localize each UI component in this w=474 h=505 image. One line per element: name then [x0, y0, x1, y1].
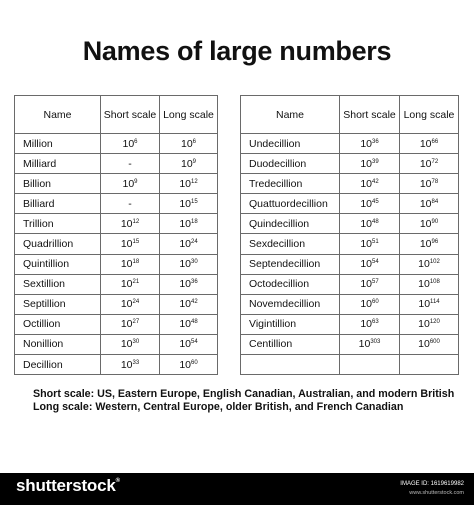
number-name-cell: Tredecillion: [241, 174, 340, 194]
long-scale-base: 10: [419, 197, 432, 210]
table-row: [15, 174, 218, 194]
table-body-left: [15, 96, 218, 375]
short-scale-legend: Short scale: US, Eastern Europe, English Canadian, Australian, and modern British: [33, 388, 455, 400]
long-scale-base: 10: [419, 177, 432, 190]
short-scale-exponent: 6: [134, 138, 138, 145]
number-name-cell: Trillion: [15, 214, 101, 234]
short-scale-base: -: [128, 157, 132, 170]
table-row: [241, 194, 459, 214]
short-scale-base: 10: [360, 318, 372, 331]
short-scale-cell: [101, 234, 160, 254]
short-scale-cell: [101, 334, 160, 354]
number-name-cell: Novemdecillion: [241, 294, 340, 314]
brand-logo: [16, 476, 120, 496]
short-scale-exponent: 9: [134, 178, 138, 185]
short-scale-cell: [340, 154, 400, 174]
long-scale-cell: [160, 274, 218, 294]
short-scale-exponent: 57: [372, 279, 379, 286]
site-url-text: www.shutterstock.com: [409, 490, 464, 496]
short-scale-exponent: 33: [132, 359, 140, 366]
long-scale-base: 10: [418, 278, 430, 291]
number-name-cell: Milliard: [15, 154, 101, 174]
long-scale-exponent: 108: [429, 279, 440, 286]
long-scale-exponent: 42: [191, 299, 198, 306]
short-scale-cell: [101, 274, 160, 294]
table-header-row: [241, 96, 459, 134]
column-header-short-scale: Short scale: [101, 96, 160, 134]
number-name-cell: Centillion: [241, 334, 340, 354]
long-scale-cell: [160, 314, 218, 334]
short-scale-cell: [340, 274, 400, 294]
short-scale-exponent: 27: [132, 319, 140, 326]
number-name-cell: Octillion: [15, 314, 101, 334]
number-name-cell: Septendecillion: [241, 254, 340, 274]
short-scale-base: 10: [360, 157, 372, 170]
long-scale-base: 10: [179, 177, 191, 190]
short-scale-exponent: 21: [132, 279, 140, 286]
short-scale-cell: [340, 134, 400, 154]
short-scale-exponent: 60: [372, 299, 379, 306]
column-header-name: Name: [241, 96, 340, 134]
long-scale-exponent: 60: [191, 359, 198, 366]
long-scale-cell: [160, 194, 218, 214]
long-scale-base: 10: [419, 137, 432, 150]
long-scale-cell: [400, 214, 459, 234]
short-scale-exponent: 51: [372, 239, 379, 246]
table-row: [241, 174, 459, 194]
long-scale-exponent: 66: [431, 138, 439, 145]
short-scale-exponent: 303: [370, 339, 381, 346]
long-scale-exponent: 54: [191, 339, 198, 346]
short-scale-base: 10: [120, 238, 133, 251]
short-scale-cell: [340, 194, 400, 214]
number-name-cell: Quintillion: [15, 254, 101, 274]
brand-trademark: ®: [115, 478, 120, 484]
short-scale-cell: [340, 294, 400, 314]
long-scale-cell: [400, 314, 459, 334]
column-header-long-scale: Long scale: [400, 96, 459, 134]
short-scale-cell: [340, 334, 400, 354]
short-scale-base: 10: [360, 197, 372, 210]
page-title: Names of large numbers: [82, 36, 392, 66]
long-scale-cell: [160, 214, 218, 234]
table-row: [241, 134, 459, 154]
short-scale-exponent: 12: [132, 218, 140, 225]
number-name-cell: Undecillion: [241, 134, 340, 154]
number-name-cell: Billiard: [15, 194, 101, 214]
long-scale-exponent: 24: [191, 239, 198, 246]
table-row: [15, 274, 218, 294]
long-scale-exponent: 102: [429, 259, 440, 266]
short-scale-exponent: 63: [372, 319, 379, 326]
table-body-right: [241, 96, 459, 375]
footer-bar: [0, 473, 474, 505]
table-row: [15, 355, 218, 375]
long-scale-base: 10: [179, 217, 191, 230]
short-scale-base: 10: [360, 278, 372, 291]
number-name-cell: Vigintillion: [241, 314, 340, 334]
long-scale-base: 10: [180, 137, 193, 150]
long-scale-exponent: 18: [191, 218, 198, 225]
table-row: [15, 234, 218, 254]
table-header-row: [15, 96, 218, 134]
short-scale-base: 10: [120, 358, 133, 371]
short-scale-exponent: 39: [372, 158, 379, 165]
short-scale-base: 10: [360, 298, 372, 311]
short-scale-base: 10: [120, 217, 133, 230]
long-scale-exponent: 120: [429, 319, 440, 326]
table-row: [15, 314, 218, 334]
short-scale-exponent: 42: [372, 178, 379, 185]
long-scale-exponent: 15: [191, 198, 198, 205]
short-scale-base: 10: [360, 217, 372, 230]
long-scale-cell: [400, 294, 459, 314]
table-row: [15, 194, 218, 214]
short-scale-base: 10: [360, 238, 372, 251]
number-name-cell: Nonillion: [15, 334, 101, 354]
long-scale-cell: [160, 134, 218, 154]
short-scale-base: 10: [360, 177, 372, 190]
long-scale-cell: [400, 174, 459, 194]
short-scale-cell: [101, 154, 160, 174]
long-scale-base: 10: [418, 298, 431, 311]
long-scale-cell: [160, 334, 218, 354]
table-row: [241, 355, 459, 375]
table-row: [241, 234, 459, 254]
short-scale-exponent: 45: [372, 198, 379, 205]
short-scale-cell: [101, 134, 160, 154]
number-name-cell: Octodecillion: [241, 274, 340, 294]
short-scale-base: 10: [122, 137, 135, 150]
long-scale-cell: [400, 134, 459, 154]
number-name-cell: Decillion: [15, 355, 101, 375]
table-row: [15, 254, 218, 274]
large-numbers-table-right: [240, 95, 459, 375]
brand-name: shutterstock: [16, 476, 116, 495]
short-scale-base: -: [128, 197, 132, 210]
image-id-text: IMAGE ID: 1619619982: [400, 481, 464, 487]
short-scale-cell: [101, 194, 160, 214]
long-scale-base: 10: [179, 238, 191, 251]
long-scale-exponent: 30: [191, 259, 198, 266]
long-scale-base: 10: [179, 358, 191, 371]
long-scale-base: 10: [180, 157, 193, 170]
long-scale-exponent: 72: [431, 158, 439, 165]
short-scale-cell: [340, 214, 400, 234]
long-scale-base: 10: [418, 338, 430, 351]
long-scale-cell: [160, 355, 218, 375]
long-scale-exponent: 6: [192, 138, 197, 145]
table-row: [15, 154, 218, 174]
table-row: [15, 334, 218, 354]
short-scale-base: 10: [120, 298, 133, 311]
number-name-cell: Million: [15, 134, 101, 154]
short-scale-cell: [101, 254, 160, 274]
short-scale-exponent: 36: [372, 138, 379, 145]
long-scale-base: 10: [419, 157, 432, 170]
long-scale-cell: [400, 254, 459, 274]
number-name-cell: Billion: [15, 174, 101, 194]
short-scale-cell: [101, 174, 160, 194]
long-scale-exponent: 12: [191, 178, 198, 185]
table-row: [241, 254, 459, 274]
column-header-long-scale: Long scale: [160, 96, 218, 134]
long-scale-base: 10: [179, 278, 191, 291]
short-scale-base: 10: [360, 137, 372, 150]
long-scale-base: 10: [179, 318, 191, 331]
short-scale-base: 10: [360, 258, 372, 271]
long-scale-base: 10: [418, 258, 430, 271]
long-scale-exponent: 114: [430, 299, 440, 306]
short-scale-exponent: 15: [132, 239, 140, 246]
short-scale-exponent: 48: [372, 218, 379, 225]
long-scale-cell: [160, 234, 218, 254]
long-scale-cell: [400, 234, 459, 254]
long-scale-exponent: 96: [431, 239, 439, 246]
short-scale-cell: [101, 214, 160, 234]
short-scale-base: 10: [120, 278, 133, 291]
table-row: [241, 214, 459, 234]
long-scale-cell: [160, 254, 218, 274]
long-scale-cell: [400, 334, 459, 354]
short-scale-base: 10: [358, 338, 371, 351]
long-scale-cell: [160, 174, 218, 194]
number-name-cell: Sextillion: [15, 274, 101, 294]
long-scale-cell: [400, 355, 459, 375]
number-name-cell: Quindecillion: [241, 214, 340, 234]
short-scale-exponent: 24: [132, 299, 140, 306]
short-scale-cell: [340, 355, 400, 375]
short-scale-base: 10: [120, 258, 133, 271]
long-scale-base: 10: [179, 258, 191, 271]
long-scale-cell: [160, 154, 218, 174]
long-scale-cell: [400, 154, 459, 174]
table-row: [241, 314, 459, 334]
long-scale-exponent: 84: [431, 198, 439, 205]
short-scale-cell: [101, 355, 160, 375]
long-scale-exponent: 36: [191, 279, 198, 286]
long-scale-base: 10: [179, 338, 191, 351]
number-name-cell: Quattuordecillion: [241, 194, 340, 214]
long-scale-exponent: 48: [191, 319, 198, 326]
short-scale-cell: [340, 234, 400, 254]
short-scale-cell: [101, 314, 160, 334]
long-scale-base: 10: [419, 238, 432, 251]
long-scale-base: 10: [179, 298, 191, 311]
number-name-cell: Sexdecillion: [241, 234, 340, 254]
table-row: [241, 334, 459, 354]
long-scale-cell: [400, 194, 459, 214]
short-scale-cell: [340, 314, 400, 334]
number-name-cell: [241, 355, 340, 375]
short-scale-base: 10: [120, 338, 133, 351]
short-scale-cell: [101, 294, 160, 314]
short-scale-cell: [340, 254, 400, 274]
long-scale-exponent: 90: [431, 218, 439, 225]
table-row: [241, 274, 459, 294]
long-scale-base: 10: [418, 318, 430, 331]
long-scale-cell: [400, 274, 459, 294]
short-scale-exponent: 54: [372, 259, 379, 266]
long-scale-exponent: 78: [431, 178, 439, 185]
long-scale-exponent: 9: [192, 158, 197, 165]
short-scale-exponent: 18: [132, 259, 140, 266]
number-name-cell: Quadrillion: [15, 234, 101, 254]
column-header-short-scale: Short scale: [340, 96, 400, 134]
long-scale-legend: Long scale: Western, Central Europe, older British, and French Canadian: [33, 401, 404, 413]
long-scale-base: 10: [179, 197, 191, 210]
table-row: [241, 294, 459, 314]
long-scale-base: 10: [419, 217, 432, 230]
long-scale-exponent: 600: [429, 339, 440, 346]
short-scale-cell: [340, 174, 400, 194]
table-row: [15, 294, 218, 314]
table-row: [15, 134, 218, 154]
table-row: [15, 214, 218, 234]
short-scale-base: 10: [120, 318, 133, 331]
short-scale-base: 10: [122, 177, 135, 190]
short-scale-exponent: 30: [132, 339, 140, 346]
column-header-name: Name: [15, 96, 101, 134]
number-name-cell: Septillion: [15, 294, 101, 314]
table-row: [241, 154, 459, 174]
large-numbers-table-left: [14, 95, 218, 375]
long-scale-cell: [160, 294, 218, 314]
number-name-cell: Duodecillion: [241, 154, 340, 174]
